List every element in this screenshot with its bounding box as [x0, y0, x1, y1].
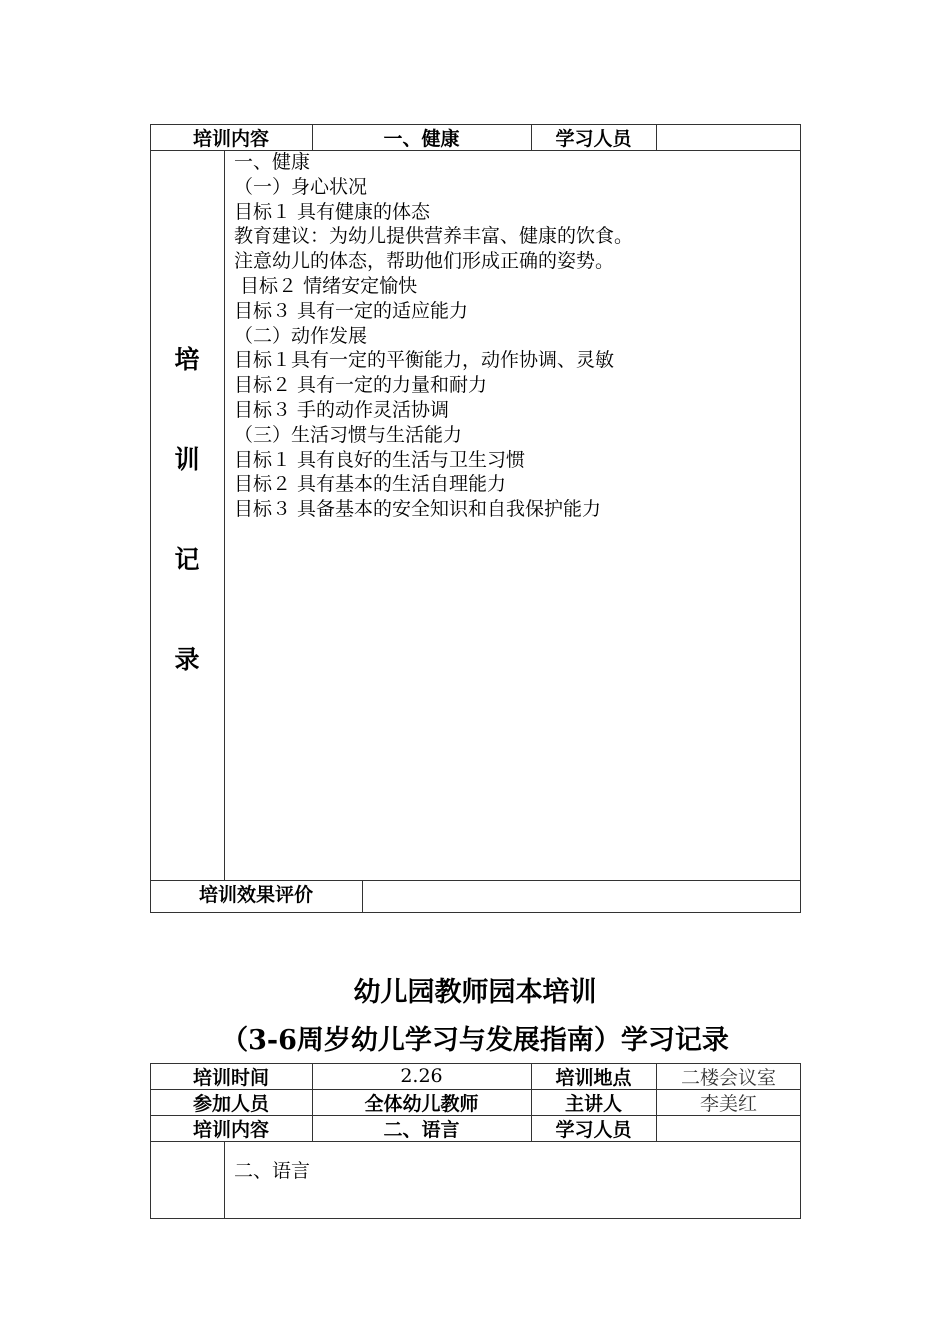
record-line: 目标２ 具有基本的生活自理能力	[234, 473, 507, 496]
content-value: 二、语言	[383, 1118, 460, 1141]
record-line: 目标２ 具有一定的力量和耐力	[234, 374, 488, 397]
learners-label: 学习人员	[555, 127, 632, 150]
record-label-char: 训	[174, 445, 200, 474]
location-value: 二楼会议室	[680, 1066, 776, 1089]
record-line: 一、健康	[234, 151, 311, 173]
record-label-char: 录	[174, 645, 200, 674]
record-line: 目标１ 具有良好的生活与卫生习惯	[234, 448, 526, 471]
content-value: 一、健康	[383, 127, 460, 150]
speaker-value: 李美红	[699, 1092, 757, 1115]
record-line: 目标３ 具有一定的适应能力	[234, 299, 469, 322]
record-line: 目标１具有一定的平衡能力，动作协调、灵敏	[234, 349, 615, 372]
time-value: 2.26	[400, 1065, 443, 1087]
time-label: 培训时间	[192, 1066, 269, 1089]
divider	[224, 150, 225, 880]
record-content	[234, 150, 794, 522]
record-line: （三）生活习惯与生活能力	[234, 423, 463, 446]
participants-label: 参加人员	[192, 1092, 269, 1115]
record-line: 目标３ 手的动作灵活协调	[234, 398, 450, 421]
content-label: 培训内容	[192, 1118, 269, 1141]
record-line: 目标２ 情绪安定愉快	[234, 274, 418, 297]
learners-value	[656, 124, 801, 150]
record-line: （二）动作发展	[234, 324, 368, 347]
location-label: 培训地点	[555, 1066, 632, 1089]
record-line: （一）身心状况	[234, 175, 368, 198]
record-label-char: 记	[174, 545, 200, 574]
speaker-label: 主讲人	[564, 1092, 622, 1115]
participants-value: 全体幼儿教师	[364, 1092, 479, 1115]
record-line: 教育建议：为幼儿提供营养丰富、健康的饮食。	[234, 225, 634, 248]
learners-value	[656, 1115, 801, 1141]
evaluation-value	[362, 880, 801, 913]
document-title: 幼儿园教师园本培训	[353, 977, 597, 1008]
record-line: 目标３ 具备基本的安全知识和自我保护能力	[234, 498, 602, 521]
record-line: 目标１ 具有健康的体态	[234, 200, 431, 223]
record-line: 二、语言	[234, 1160, 311, 1182]
document-subtitle: （3-6周岁幼儿学习与发展指南）学习记录	[221, 1025, 729, 1056]
evaluation-label: 培训效果评价	[198, 883, 313, 906]
learners-label: 学习人员	[555, 1118, 632, 1141]
content-label: 培训内容	[192, 127, 269, 150]
record-line: 注意幼儿的体态，帮助他们形成正确的姿势。	[234, 250, 615, 273]
record-label-char: 培	[174, 345, 200, 374]
divider	[224, 1141, 225, 1219]
